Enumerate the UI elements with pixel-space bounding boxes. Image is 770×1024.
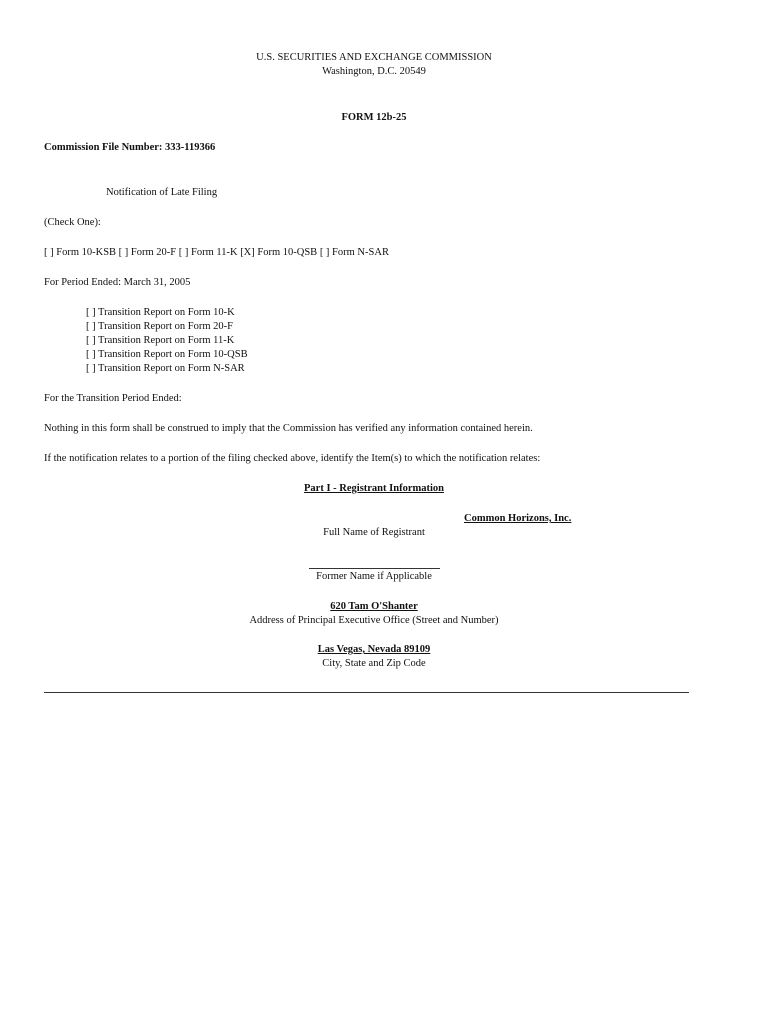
registrant-name-label: Full Name of Registrant	[323, 527, 425, 538]
part1-heading: Part I - Registrant Information	[304, 483, 444, 494]
commission-file-number: Commission File Number: 333-119366	[44, 142, 216, 153]
transition-report-item: [ ] Transition Report on Form N-SAR	[86, 363, 245, 374]
period-ended: For Period Ended: March 31, 2005	[44, 277, 191, 288]
section-divider	[44, 692, 689, 693]
transition-report-item: [ ] Transition Report on Form 11-K	[86, 335, 235, 346]
agency-name: U.S. SECURITIES AND EXCHANGE COMMISSION	[256, 52, 492, 63]
transition-report-item: [ ] Transition Report on Form 10-QSB	[86, 349, 248, 360]
transition-report-item: [ ] Transition Report on Form 10-K	[86, 307, 235, 318]
city-state-zip: Las Vegas, Nevada 89109	[317, 644, 431, 655]
transition-period-ended: For the Transition Period Ended:	[44, 393, 182, 404]
agency-address: Washington, D.C. 20549	[322, 66, 426, 77]
portion-note: If the notification relates to a portion of the filing checked above, identify the Item(s) to which the notification relates:	[44, 453, 541, 464]
street-address-label: Address of Principal Executive Office (Street and Number)	[249, 615, 499, 626]
street-address: 620 Tam O'Shanter	[330, 601, 418, 612]
disclaimer: Nothing in this form shall be construed to imply that the Commission has verified any information contained herein.	[44, 423, 533, 434]
transition-report-item: [ ] Transition Report on Form 20-F	[86, 321, 234, 332]
notification-title: Notification of Late Filing	[106, 187, 218, 198]
former-name-label: Former Name if Applicable	[316, 571, 432, 582]
former-name-blank	[309, 568, 440, 569]
form-title: FORM 12b-25	[341, 112, 407, 123]
city-state-zip-label: City, State and Zip Code	[322, 658, 426, 669]
registrant-name: Common Horizons, Inc.	[464, 513, 572, 524]
check-one-label: (Check One):	[44, 217, 101, 228]
form-type-options: [ ] Form 10-KSB [ ] Form 20-F [ ] Form 11-K [X] Form 10-QSB [ ] Form N-SAR	[44, 247, 389, 258]
